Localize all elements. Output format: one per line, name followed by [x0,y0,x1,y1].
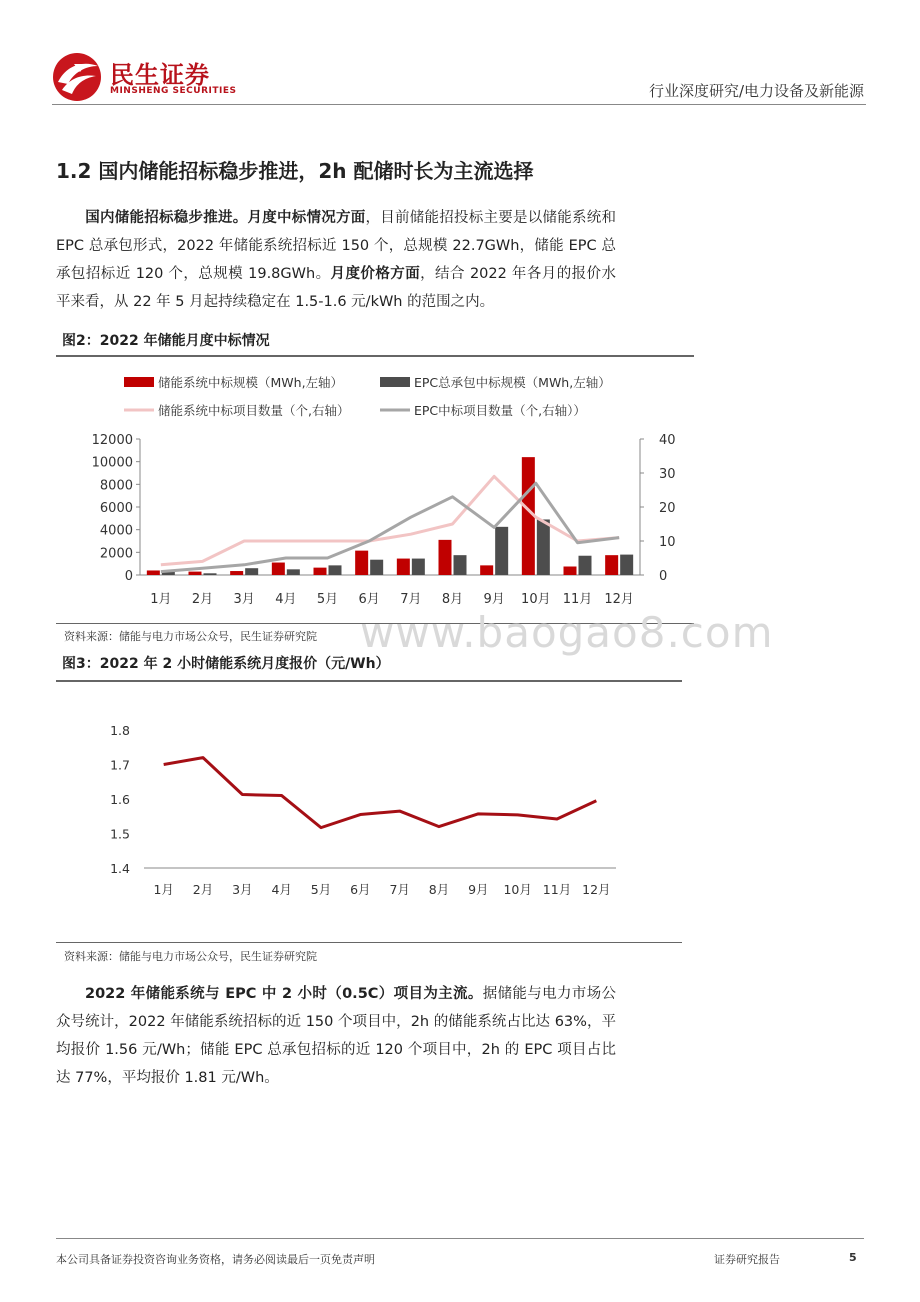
bar-epc [329,565,342,575]
bar-epc [495,527,508,575]
x-tick-label: 11月 [542,882,572,897]
y-left-tick-label: 12000 [91,433,133,448]
bar-epc [245,568,258,575]
x-tick-label: 2月 [191,592,214,607]
x-tick-label: 10月 [503,882,532,897]
x-tick-label: 4月 [271,882,292,897]
x-tick-label: 5月 [310,882,332,897]
x-tick-label: 12月 [604,592,634,607]
y-right-tick-label: 30 [659,467,676,482]
legend-swatch-1 [380,377,410,387]
para1-text-1: ，目前储能招投标主要是以储能系统和 EPC 总承包形式，2022 年储能系统招标近 150 个，总规模 22.7GWh，储能 EPC 总承包招标近 120 个，总规模 19.8GWh。 [56,210,616,282]
figure3-title: 图3：2022 年 2 小时储能系统月度报价（元/Wh） [62,656,390,672]
bar-system [439,540,452,575]
bar-epc [537,519,550,575]
series-line-1 [161,483,619,571]
para1-text-2: ，结合 2022 年各月的报价水平来看，从 22 年 5 月起持续稳定在 1.5-1.6 元/kWh 的范围之内。 [56,266,616,310]
legend-label-0: 储能系统中标规模（MWh,左轴） [158,375,344,390]
bar-system [397,559,410,575]
x-tick-label: 6月 [350,882,371,897]
para1-bold-3: 月度价格方面 [330,266,421,282]
price-line [164,758,597,828]
legend-label-3: EPC中标项目数量（个,右轴）） [414,403,586,418]
y-left-tick-label: 0 [124,569,133,584]
bar-epc [204,573,217,575]
paragraph-duration [56,980,616,1092]
bar-epc [454,555,467,575]
brand-name-en: MINSHENG SECURITIES [110,86,237,96]
y-right-tick-label: 20 [659,501,676,516]
y-left-tick-label: 8000 [99,478,133,494]
x-tick-label: 7月 [400,592,422,607]
bar-system [189,572,202,575]
x-tick-label: 3月 [232,882,253,897]
page-number: 5 [849,1251,857,1264]
figure2-top-rule [56,355,694,357]
bar-system [605,555,618,575]
y-left-tick-label: 10000 [91,455,133,471]
bar-system [147,570,160,575]
x-tick-label: 8月 [428,882,450,897]
bar-epc [620,555,633,575]
figure2-chart [56,362,696,620]
section-title: 1.2 国内储能招标稳步推进，2h 配储时长为主流选择 [56,159,534,183]
footer-divider [56,1238,864,1239]
bar-system [230,571,243,575]
y-right-tick-label: 40 [659,433,676,448]
paragraph-intro [56,204,616,316]
x-tick-label: 12月 [582,882,611,897]
figure2-title: 图2：2022 年储能月度中标情况 [62,333,270,349]
y-left-tick-label: 6000 [99,501,133,516]
bar-epc [412,559,425,575]
minsheng-logo-icon [52,52,102,102]
y-left-tick-label: 4000 [99,523,133,539]
figure2-source: 资料来源：储能与电力市场公众号，民生证券研究院 [64,630,317,643]
x-tick-label: 4月 [275,592,297,607]
x-tick-label: 9月 [468,882,489,897]
y-right-tick-label: 10 [659,535,676,550]
report-category: 行业深度研究/电力设备及新能源 [648,82,864,100]
y-left-tick-label: 2000 [99,546,133,562]
bar-system [480,565,493,575]
x-tick-label: 9月 [483,592,505,607]
figure3-chart [56,712,682,912]
para1-bold-2: 月度中标情况方面 [247,210,366,226]
y-tick-label: 1.6 [110,792,130,807]
y-tick-label: 1.8 [110,723,130,738]
x-tick-label: 1月 [153,882,174,897]
bar-system [314,568,327,575]
legend-swatch-0 [124,377,154,387]
footer-disclaimer: 本公司具备证券投资咨询业务资格，请务必阅读最后一页免责声明 [56,1253,375,1266]
watermark: www.baogao8.com [360,608,774,657]
figure3-top-rule [56,680,682,682]
page-header [0,0,920,108]
legend-label-1: EPC总承包中标规模（MWh,左轴） [414,375,611,390]
x-tick-label: 10月 [521,592,551,607]
x-tick-label: 2月 [192,882,214,897]
y-right-tick-label: 0 [659,569,668,584]
figure3-source: 资料来源：储能与电力市场公众号，民生证券研究院 [64,950,317,963]
x-tick-label: 11月 [562,592,593,607]
y-tick-label: 1.4 [110,861,130,876]
x-tick-label: 3月 [233,592,255,607]
bar-system [355,551,368,575]
header-divider [52,104,866,105]
brand-name-cn: 民生证券 [110,61,210,89]
para1-bold-1: 国内储能招标稳步推进。 [85,210,248,226]
y-tick-label: 1.5 [110,826,130,842]
x-tick-label: 6月 [358,592,380,607]
bar-epc [579,556,592,575]
bar-system [564,567,577,576]
para2-text-1: 据储能与电力市场公众号统计，2022 年储能系统招标的近 150 个项目中，2h 的储能系统占比达 63%，平均报价 1.56 元/Wh；储能 EPC 总承包招标的近 120 个项目中，2h 的 EPC 项目占比达 77%，平均报价 1.81 元/Wh。 [56,986,617,1086]
bar-epc [287,569,300,575]
footer-doc-type: 证券研究报告 [714,1253,780,1266]
y-tick-label: 1.7 [110,757,130,773]
bar-epc [370,560,383,575]
x-tick-label: 7月 [389,882,410,897]
para2-bold-1: 2022 年储能系统与 EPC 中 2 小时（0.5C）项目为主流。 [85,986,483,1002]
x-tick-label: 8月 [441,592,464,607]
bar-system [272,563,285,575]
series-line-0 [161,476,619,564]
x-tick-label: 1月 [150,592,172,607]
x-tick-label: 5月 [316,592,339,607]
legend-label-2: 储能系统中标项目数量（个,右轴） [158,403,350,418]
figure3-bottom-rule [56,942,682,943]
